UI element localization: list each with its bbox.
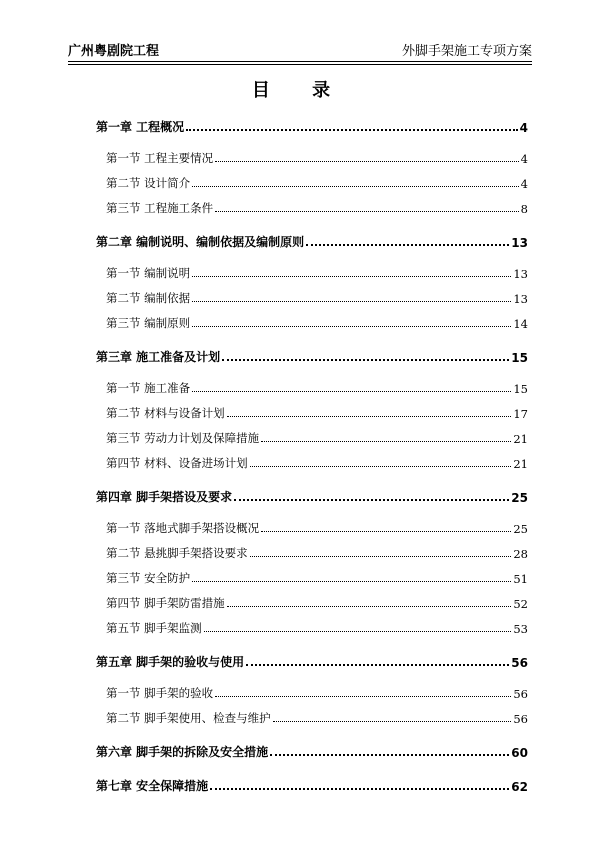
toc-page-number: 28 [513,547,528,561]
toc-entry-label: 第四节 脚手架防雷措施 [106,596,225,610]
toc-leader-dots [192,186,519,187]
toc-section-entry[interactable] [96,536,528,561]
header-project-name: 广州粤剧院工程 [68,44,160,59]
toc-chapter-entry[interactable] [96,480,528,505]
toc-entry-label: 第六章 脚手架的拆除及安全措施 [96,745,269,759]
toc-leader-dots [186,129,517,131]
toc-page-number: 51 [513,572,528,586]
toc-page-number: 52 [513,597,528,611]
toc-section-entry[interactable] [96,371,528,396]
toc-leader-dots [246,664,509,666]
toc-section-entry[interactable] [96,191,528,216]
header-rule [68,61,532,62]
toc-section-entry[interactable] [96,166,528,191]
toc-leader-dots [227,416,512,417]
toc-leader-dots [204,631,512,632]
toc-leader-dots [215,696,511,697]
toc-entry-label: 第五章 脚手架的验收与使用 [96,655,245,669]
toc-entry-label: 第二节 设计简介 [106,176,191,190]
toc-chapter-entry[interactable] [96,340,528,365]
toc-entry-label: 第一节 落地式脚手架搭设概况 [106,521,260,535]
toc-entry-label: 第二章 编制说明、编制依据及编制原则 [96,235,305,249]
toc-page-number: 56 [513,712,528,726]
toc-leader-dots [192,301,511,302]
toc-leader-dots [273,721,512,722]
toc-entry-label: 第二节 材料与设备计划 [106,406,225,420]
toc-page-number: 14 [513,317,528,331]
toc-page-number: 25 [513,522,528,536]
toc-section-entry[interactable] [96,446,528,471]
toc-entry-label: 第二节 编制依据 [106,291,191,305]
toc-page-number: 25 [511,491,528,505]
toc-section-entry[interactable] [96,421,528,446]
toc-chapter-entry[interactable] [96,110,528,135]
toc-entry-label: 第五节 脚手架监测 [106,621,202,635]
toc-page-number: 4 [520,177,528,191]
toc-page-number: 56 [511,656,528,670]
toc-section-entry[interactable] [96,676,528,701]
toc-entry-label: 第一节 脚手架的验收 [106,686,214,700]
toc-section-entry[interactable] [96,561,528,586]
toc-leader-dots [192,581,511,582]
toc-section-entry[interactable] [96,611,528,636]
toc-page-number: 62 [511,780,528,794]
toc-leader-dots [192,276,511,277]
toc-chapter-entry[interactable] [96,735,528,760]
toc-title: 目 录 [251,80,349,101]
toc-leader-dots [192,326,511,327]
toc-page-number: 4 [519,121,528,135]
toc-entry-label: 第三节 工程施工条件 [106,201,214,215]
toc-page-number: 17 [513,407,528,421]
toc-section-entry[interactable] [96,701,528,726]
toc-entry-label: 第一节 施工准备 [106,381,191,395]
toc-leader-dots [261,531,511,532]
toc-chapter-entry[interactable] [96,769,528,794]
toc-page-number: 21 [513,457,528,471]
toc-chapter-entry[interactable] [96,225,528,250]
toc-page-number: 13 [513,292,528,306]
toc-entry-label: 第二节 脚手架使用、检查与维护 [106,711,271,725]
toc-leader-dots [261,441,511,442]
header-document-title: 外脚手架施工专项方案 [401,44,532,59]
toc-page-number: 4 [520,152,528,166]
toc-section-entry[interactable] [96,306,528,331]
toc-leader-dots [222,359,509,361]
toc-page-number: 15 [513,382,528,396]
toc-leader-dots [250,466,512,467]
toc-entry-label: 第三节 编制原则 [106,316,191,330]
toc-entry-label: 第一节 工程主要情况 [106,151,214,165]
toc-page-number: 53 [513,622,528,636]
toc-page-number: 15 [511,351,528,365]
table-of-contents [96,110,528,800]
toc-leader-dots [234,499,509,501]
toc-section-entry[interactable] [96,396,528,421]
toc-entry-label: 第四节 材料、设备进场计划 [106,456,248,470]
toc-section-entry[interactable] [96,141,528,166]
toc-leader-dots [250,556,512,557]
toc-entry-label: 第七章 安全保障措施 [96,779,209,793]
toc-section-entry[interactable] [96,586,528,611]
toc-page-number: 13 [513,267,528,281]
toc-leader-dots [215,161,519,162]
toc-entry-label: 第二节 悬挑脚手架搭设要求 [106,546,248,560]
toc-leader-dots [306,244,509,246]
toc-section-entry[interactable] [96,256,528,281]
toc-page-number: 60 [511,746,528,760]
toc-leader-dots [215,211,519,212]
toc-leader-dots [210,788,509,790]
toc-entry-label: 第四章 脚手架搭设及要求 [96,490,233,504]
toc-page-number: 56 [513,687,528,701]
toc-entry-label: 第三节 劳动力计划及保障措施 [106,431,260,445]
toc-entry-label: 第三节 安全防护 [106,571,191,585]
toc-entry-label: 第一节 编制说明 [106,266,191,280]
toc-leader-dots [227,606,512,607]
toc-entry-label: 第一章 工程概况 [96,120,185,134]
toc-section-entry[interactable] [96,281,528,306]
toc-entry-label: 第三章 施工准备及计划 [96,350,221,364]
toc-page-number: 13 [511,236,528,250]
toc-page-number: 8 [520,202,528,216]
toc-leader-dots [192,391,511,392]
toc-chapter-entry[interactable] [96,645,528,670]
toc-page-number: 21 [513,432,528,446]
toc-section-entry[interactable] [96,511,528,536]
toc-leader-dots [270,754,509,756]
